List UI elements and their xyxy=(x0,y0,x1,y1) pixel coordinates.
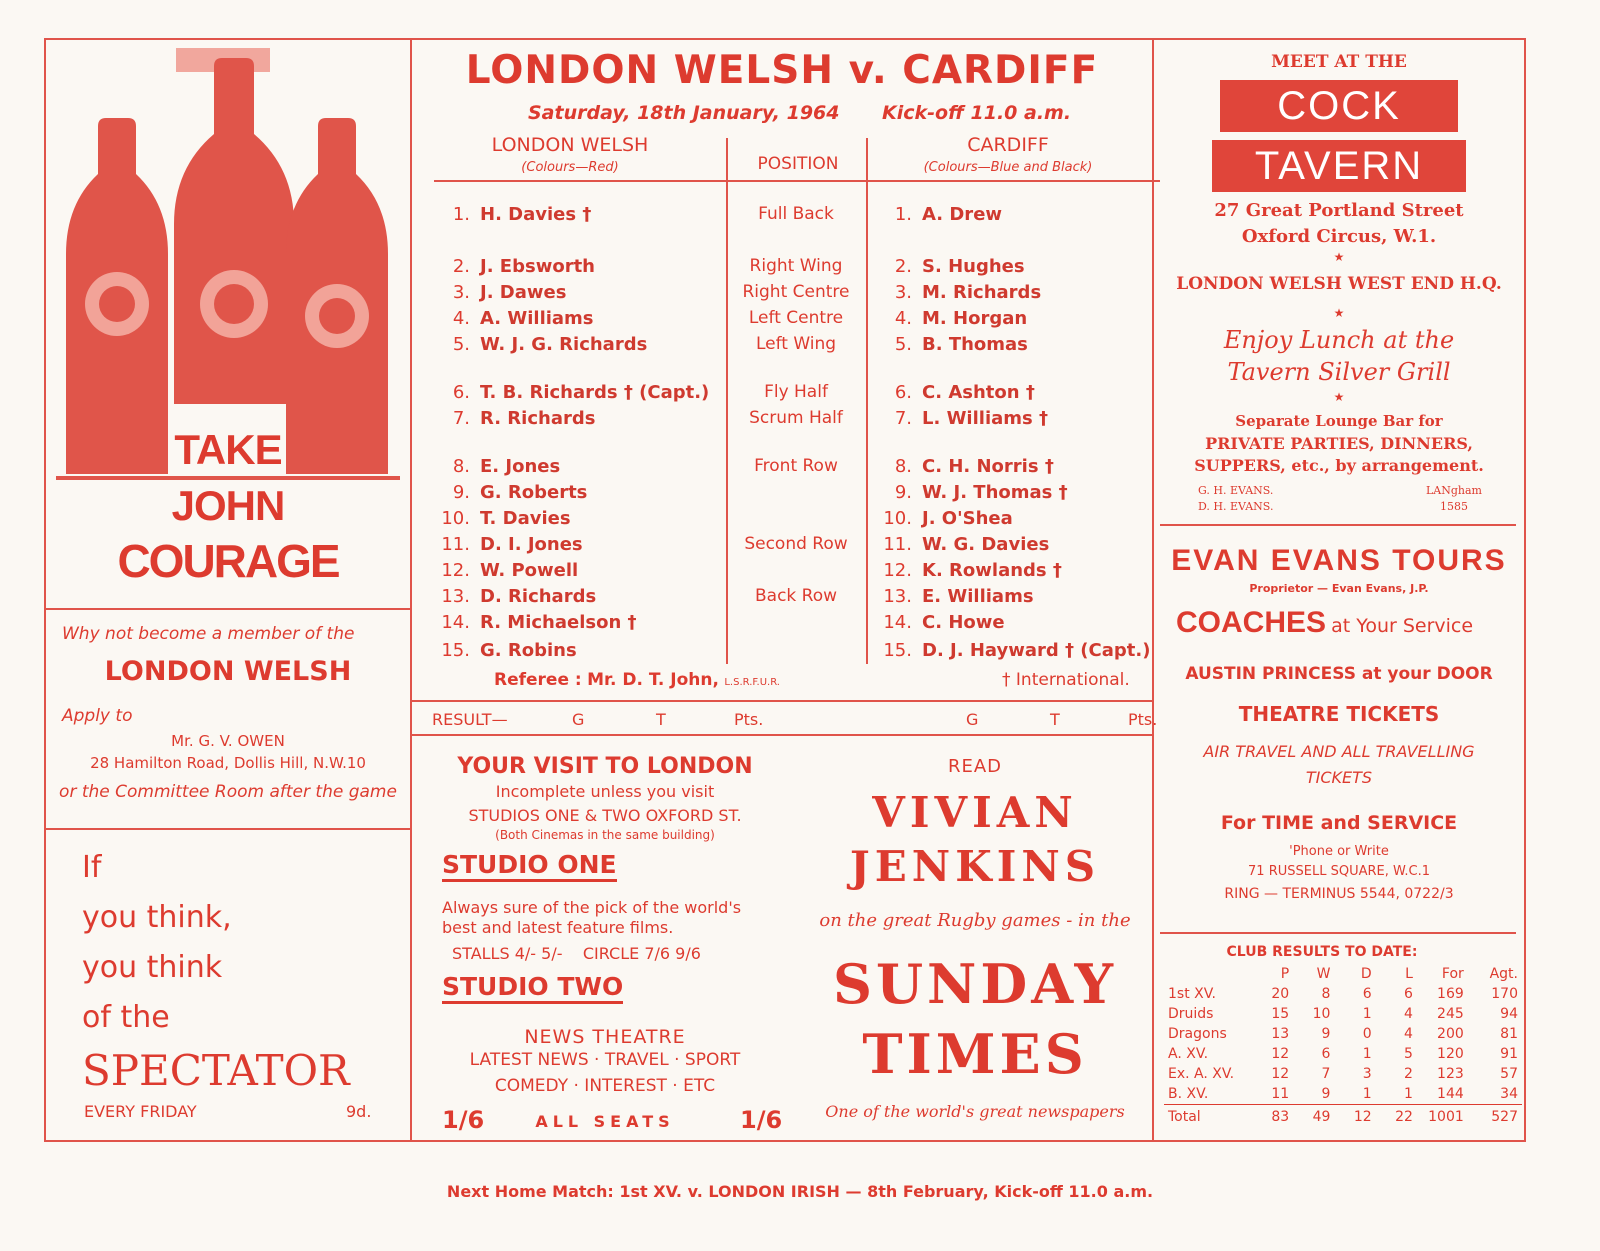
next-home-match: Next Home Match: 1st XV. v. LONDON IRISH — 8th February, Kick-off 11.0 a.m. xyxy=(446,1182,1154,1201)
results-value-cell: 49 xyxy=(1293,1105,1334,1128)
away-player-row xyxy=(878,534,1049,555)
home-player-row xyxy=(436,456,560,477)
position-label: Scrum Half xyxy=(749,408,843,428)
club-results-table xyxy=(1164,964,1522,1127)
away-player-row xyxy=(878,334,1028,355)
home-player-name: R. Richards xyxy=(480,408,596,429)
results-value-cell: 1 xyxy=(1362,1086,1372,1102)
home-player-number: 3. xyxy=(452,282,470,303)
results-value-cell: Agt. xyxy=(1489,966,1518,982)
away-player-row xyxy=(878,308,1027,329)
results-team-cell: A. XV. xyxy=(1168,1046,1209,1062)
home-player-name: H. Davies † xyxy=(480,204,592,225)
membership-address: 28 Hamilton Road, Dollis Hill, N.W.10 xyxy=(90,754,366,772)
position-label: Fly Half xyxy=(764,382,828,402)
position-label: Right Centre xyxy=(742,282,850,302)
studios-sub: Incomplete unless you visit xyxy=(495,782,715,801)
results-value-cell: 120 xyxy=(1437,1046,1464,1062)
away-player-number: 15. xyxy=(883,640,912,661)
results-value-cell: 9 xyxy=(1321,1026,1331,1042)
evan-tours-ad xyxy=(1156,530,1522,928)
home-player-name: E. Jones xyxy=(480,456,561,477)
match-date: Saturday, 18th January, 1964 xyxy=(528,102,840,124)
st-tagline: on the great Rugby games - in the xyxy=(819,910,1131,931)
studio-two-line-3: COMEDY · INTEREST · ETC xyxy=(494,1076,716,1096)
results-row xyxy=(1164,1064,1522,1084)
home-player-name: J. Ebsworth xyxy=(480,256,595,277)
results-value-cell: 83 xyxy=(1255,1105,1293,1128)
home-team-name: LONDON WELSH xyxy=(491,134,649,156)
studios-price-left: 1/6 xyxy=(442,1106,485,1134)
away-player-number: 6. xyxy=(894,382,912,403)
home-player-number: 4. xyxy=(452,308,470,329)
studios-note: (Both Cinemas in the same building) xyxy=(495,828,715,842)
away-player-row xyxy=(878,382,1035,403)
membership-alt: or the Committee Room after the game xyxy=(59,782,397,802)
home-player-row xyxy=(436,382,709,403)
et-coaches-tail: at Your Service xyxy=(1331,615,1474,637)
spectator-price: 9d. xyxy=(346,1102,372,1121)
membership-contact: Mr. G. V. OWEN xyxy=(171,732,285,750)
results-team-cell: Ex. A. XV. xyxy=(1168,1066,1235,1082)
home-player-row xyxy=(436,204,591,225)
result-away-pts: Pts. xyxy=(1128,710,1158,729)
home-player-number: 13. xyxy=(441,586,470,607)
results-value-cell: 4 xyxy=(1404,1026,1413,1042)
right-divider-2 xyxy=(1160,932,1516,934)
ct-hq: LONDON WELSH WEST END H.Q. xyxy=(1176,274,1502,294)
results-value-cell: 22 xyxy=(1376,1105,1417,1128)
studios-ad xyxy=(420,740,790,1136)
result-away-g: G xyxy=(966,710,979,729)
ct-proprietor-2: D. H. EVANS. xyxy=(1198,500,1274,513)
results-value-cell: 5 xyxy=(1404,1046,1413,1062)
ct-tavern-banner: TAVERN xyxy=(1212,140,1466,192)
et-air-1: AIR TRAVEL AND ALL TRAVELLING xyxy=(1203,742,1475,761)
position-label: Full Back xyxy=(758,204,834,224)
results-value-cell: 4 xyxy=(1404,1006,1413,1022)
away-player-name: A. Drew xyxy=(922,204,1003,225)
home-player-name: G. Robins xyxy=(480,640,577,661)
et-service: For TIME and SERVICE xyxy=(1220,812,1458,834)
club-results-title: CLUB RESULTS TO DATE: xyxy=(1226,944,1418,960)
away-player-name: S. Hughes xyxy=(922,256,1025,277)
frame-top xyxy=(44,38,1526,40)
membership-intro: Why not become a member of the xyxy=(62,624,355,644)
ct-suppers: SUPPERS, etc., by arrangement. xyxy=(1194,456,1484,475)
home-player-name: R. Michaelson † xyxy=(480,612,637,633)
home-player-name: W. J. G. Richards xyxy=(480,334,648,355)
away-player-name: C. Howe xyxy=(922,612,1005,633)
home-player-row xyxy=(436,586,596,607)
away-team-colours: (Colours—Blue and Black) xyxy=(923,160,1093,175)
away-player-row xyxy=(878,586,1034,607)
results-value-cell: 170 xyxy=(1491,986,1518,1002)
home-player-row xyxy=(436,408,595,429)
away-player-row xyxy=(878,640,1150,661)
ct-proprietor-1: G. H. EVANS. xyxy=(1198,484,1274,497)
results-value-cell: 245 xyxy=(1437,1006,1464,1022)
home-player-row xyxy=(436,640,577,661)
ct-meet: MEET AT THE xyxy=(1271,52,1407,72)
ct-star-1: ★ xyxy=(1333,250,1345,264)
away-player-name: K. Rowlands † xyxy=(922,560,1062,581)
st-jenkins: JENKINS xyxy=(849,842,1101,891)
match-kickoff: Kick-off 11.0 a.m. xyxy=(882,102,1072,124)
studios-title: YOUR VISIT TO LONDON xyxy=(457,754,753,779)
courage-john: JOHN xyxy=(171,482,285,529)
left-divider-1 xyxy=(44,608,410,610)
position-label: Second Row xyxy=(744,534,848,554)
home-player-row xyxy=(436,282,566,303)
away-player-name: M. Richards xyxy=(922,282,1042,303)
membership-club: LONDON WELSH xyxy=(104,656,352,687)
ct-phone-1: LANgham xyxy=(1426,484,1482,497)
studio-two-title: STUDIO TWO xyxy=(442,972,623,1004)
results-value-cell: 144 xyxy=(1437,1086,1464,1102)
results-value-cell: 11 xyxy=(1271,1086,1290,1102)
studio-one-title: STUDIO ONE xyxy=(442,850,617,882)
results-row xyxy=(1164,984,1522,1004)
results-value-cell: 2 xyxy=(1404,1066,1413,1082)
away-player-row xyxy=(878,456,1054,477)
divider-right xyxy=(1152,38,1154,1142)
home-player-number: 1. xyxy=(452,204,470,225)
home-team-colours: (Colours—Red) xyxy=(521,160,619,175)
results-value-cell: 1 xyxy=(1362,1046,1372,1062)
results-value-cell: 12 xyxy=(1334,1105,1375,1128)
ct-lunch-2: Tavern Silver Grill xyxy=(1227,358,1451,386)
home-player-row xyxy=(436,534,583,555)
results-value-cell: 34 xyxy=(1500,1086,1518,1102)
et-ring: RING — TERMINUS 5544, 0722/3 xyxy=(1224,886,1454,902)
cock-tavern-ad xyxy=(1156,44,1522,520)
results-value-cell: 6 xyxy=(1362,986,1372,1002)
home-player-name: W. Powell xyxy=(480,560,579,581)
membership-apply: Apply to xyxy=(62,706,133,726)
spectator-line-3: you think xyxy=(82,950,223,985)
away-team-name: CARDIFF xyxy=(967,134,1049,156)
ct-cock-banner: COCK xyxy=(1220,80,1458,132)
studio-two-line-2: LATEST NEWS · TRAVEL · SPORT xyxy=(469,1050,741,1070)
home-player-number: 15. xyxy=(441,640,470,661)
frame-bottom xyxy=(44,1140,1526,1142)
results-value-cell: 91 xyxy=(1500,1046,1518,1062)
away-player-name: W. G. Davies xyxy=(922,534,1050,555)
studio-one-desc-1: Always sure of the pick of the world's xyxy=(442,898,742,917)
home-player-number: 6. xyxy=(452,382,470,403)
home-player-number: 2. xyxy=(452,256,470,277)
st-times: TIMES xyxy=(862,1022,1088,1086)
away-player-name: C. Ashton † xyxy=(922,382,1035,403)
home-player-row xyxy=(436,482,587,503)
studio-one-desc-2: best and latest feature films. xyxy=(442,918,674,937)
results-row xyxy=(1164,1004,1522,1024)
results-team-cell: Total xyxy=(1164,1105,1255,1128)
et-coaches-line xyxy=(1176,606,1473,640)
results-value-cell: 8 xyxy=(1321,986,1331,1002)
home-player-name: T. Davies xyxy=(480,508,571,529)
results-value-cell: 527 xyxy=(1468,1105,1522,1128)
spectator-line-4: of the xyxy=(82,1000,170,1035)
results-value-cell: 6 xyxy=(1404,986,1413,1002)
results-header-row xyxy=(1164,964,1522,984)
results-value-cell: W xyxy=(1316,966,1331,982)
home-player-name: D. I. Jones xyxy=(480,534,583,555)
match-title: LONDON WELSH v. CARDIFF xyxy=(465,48,1099,93)
spectator-line-1: If xyxy=(82,850,102,885)
away-player-name: E. Williams xyxy=(922,586,1034,607)
sunday-times-ad xyxy=(800,740,1150,1136)
et-title: EVAN EVANS TOURS xyxy=(1171,544,1507,577)
home-player-name: J. Dawes xyxy=(480,282,567,303)
results-value-cell: 20 xyxy=(1271,986,1290,1002)
results-value-cell: 10 xyxy=(1312,1006,1331,1022)
results-value-cell: 6 xyxy=(1321,1046,1331,1062)
results-value-cell: 12 xyxy=(1271,1066,1290,1082)
results-row xyxy=(1164,1084,1522,1105)
away-player-number: 2. xyxy=(894,256,912,277)
home-player-number: 5. xyxy=(452,334,470,355)
home-player-number: 12. xyxy=(441,560,470,581)
studios-price-right: 1/6 xyxy=(740,1106,783,1134)
result-label: RESULT— xyxy=(432,710,508,729)
position-header: POSITION xyxy=(757,154,839,174)
away-player-number: 12. xyxy=(883,560,912,581)
away-player-row xyxy=(878,482,1068,503)
results-row xyxy=(1164,1044,1522,1064)
spectator-every: EVERY FRIDAY xyxy=(84,1102,197,1121)
result-rule-top xyxy=(412,700,1154,702)
away-player-row xyxy=(878,560,1062,581)
results-team-cell: 1st XV. xyxy=(1168,986,1216,1002)
home-player-number: 14. xyxy=(441,612,470,633)
results-value-cell: 1001 xyxy=(1417,1105,1468,1128)
away-player-row xyxy=(878,204,1002,225)
studios-name: STUDIOS ONE & TWO OXFORD ST. xyxy=(468,806,742,825)
international-note: † International. xyxy=(1002,670,1130,690)
et-coaches: COACHES xyxy=(1176,606,1327,639)
frame-right xyxy=(1524,38,1526,1142)
courage-take: TAKE xyxy=(174,426,282,473)
home-player-name: A. Williams xyxy=(480,308,594,329)
results-value-cell: 1 xyxy=(1404,1086,1413,1102)
studio-one-prices: STALLS 4/- 5/- CIRCLE 7/6 9/6 xyxy=(452,944,701,963)
st-vivian: VIVIAN xyxy=(872,788,1078,837)
away-player-name: W. J. Thomas † xyxy=(922,482,1068,503)
st-sunday: SUNDAY xyxy=(832,952,1118,1016)
away-player-number: 5. xyxy=(894,334,912,355)
away-player-row xyxy=(878,408,1048,429)
home-player-name: G. Roberts xyxy=(480,482,588,503)
results-team-cell: Dragons xyxy=(1168,1026,1227,1042)
home-player-number: 7. xyxy=(452,408,470,429)
results-team-cell xyxy=(1164,964,1255,984)
home-player-name: T. B. Richards † (Capt.) xyxy=(480,382,710,403)
courage-courage: COURAGE xyxy=(117,535,339,587)
studios-all-seats: ALL SEATS xyxy=(535,1112,675,1131)
results-value-cell: 94 xyxy=(1500,1006,1518,1022)
position-label: Left Centre xyxy=(748,308,844,328)
spectator-ad xyxy=(48,834,408,1134)
away-player-number: 14. xyxy=(883,612,912,633)
home-player-row xyxy=(436,508,571,529)
referee-society: L.S.R.F.U.R. xyxy=(724,677,780,688)
home-player-name: D. Richards xyxy=(480,586,597,607)
position-label: Right Wing xyxy=(749,256,843,276)
away-player-row xyxy=(878,256,1025,277)
right-divider-1 xyxy=(1160,524,1516,526)
results-row xyxy=(1164,1024,1522,1044)
results-value-cell: 3 xyxy=(1362,1066,1372,1082)
membership-panel xyxy=(48,614,408,824)
away-player-number: 11. xyxy=(883,534,912,555)
ct-lounge: Separate Lounge Bar for xyxy=(1235,412,1443,430)
away-player-name: M. Horgan xyxy=(922,308,1028,329)
away-player-name: B. Thomas xyxy=(922,334,1028,355)
results-value-cell: 13 xyxy=(1271,1026,1290,1042)
results-value-cell: 200 xyxy=(1437,1026,1464,1042)
et-austin: AUSTIN PRINCESS at your DOOR xyxy=(1185,664,1493,684)
result-rule-bottom xyxy=(412,734,1154,736)
spectator-line-2: you think, xyxy=(82,900,232,935)
results-value-cell: 15 xyxy=(1271,1006,1290,1022)
home-player-row xyxy=(436,612,637,633)
results-value-cell: 12 xyxy=(1271,1046,1290,1062)
away-player-number: 1. xyxy=(894,204,912,225)
away-player-number: 8. xyxy=(894,456,912,477)
et-air-2: TICKETS xyxy=(1305,768,1373,787)
results-team-cell: B. XV. xyxy=(1168,1086,1209,1102)
st-read: READ xyxy=(947,756,1003,777)
position-label: Front Row xyxy=(754,456,838,476)
results-value-cell: For xyxy=(1441,966,1464,982)
position-label: Back Row xyxy=(754,586,838,606)
referee-name: Mr. D. T. John, xyxy=(587,670,719,690)
results-value-cell: 7 xyxy=(1321,1066,1331,1082)
results-value-cell: L xyxy=(1405,966,1413,982)
results-value-cell: 0 xyxy=(1362,1026,1372,1042)
home-player-number: 9. xyxy=(452,482,470,503)
result-home-t: T xyxy=(656,710,666,729)
away-player-row xyxy=(878,612,1005,633)
away-player-number: 3. xyxy=(894,282,912,303)
ct-phone-2: 1585 xyxy=(1440,500,1468,513)
et-phone: 'Phone or Write xyxy=(1289,844,1389,859)
result-home-pts: Pts. xyxy=(734,710,764,729)
away-player-name: J. O'Shea xyxy=(922,508,1013,529)
ct-address-1: 27 Great Portland Street xyxy=(1214,200,1464,221)
results-value-cell: 9 xyxy=(1321,1086,1331,1102)
result-home-g: G xyxy=(572,710,585,729)
home-player-number: 8. xyxy=(452,456,470,477)
referee-line xyxy=(494,670,780,690)
et-theatre: THEATRE TICKETS xyxy=(1238,702,1440,726)
results-value-cell: P xyxy=(1280,966,1290,982)
result-away-t: T xyxy=(1050,710,1060,729)
ct-parties: PRIVATE PARTIES, DINNERS, xyxy=(1205,434,1473,453)
courage-ad xyxy=(48,44,408,604)
position-col-right xyxy=(866,138,868,664)
away-player-row xyxy=(878,282,1041,303)
spectator-title: SPECTATOR xyxy=(82,1046,350,1095)
home-player-row xyxy=(436,334,647,355)
studio-two-line-1: NEWS THEATRE xyxy=(524,1026,686,1048)
ct-lunch-1: Enjoy Lunch at the xyxy=(1223,326,1455,354)
et-address: 71 RUSSELL SQUARE, W.C.1 xyxy=(1248,864,1430,879)
away-player-number: 7. xyxy=(894,408,912,429)
ct-address-2: Oxford Circus, W.1. xyxy=(1241,226,1437,247)
results-value-cell: 123 xyxy=(1437,1066,1464,1082)
away-player-number: 10. xyxy=(883,508,912,529)
away-player-number: 9. xyxy=(894,482,912,503)
ct-star-3: ★ xyxy=(1333,390,1345,404)
results-value-cell: 57 xyxy=(1500,1066,1518,1082)
home-player-row xyxy=(436,308,594,329)
position-label: Left Wing xyxy=(755,334,837,354)
teamsheet-header-rule xyxy=(434,180,1160,182)
results-team-cell: Druids xyxy=(1168,1006,1214,1022)
away-player-name: C. H. Norris † xyxy=(922,456,1054,477)
away-player-name: L. Williams † xyxy=(922,408,1048,429)
results-row xyxy=(1164,1105,1522,1128)
frame-left xyxy=(44,38,46,1142)
results-value-cell: 1 xyxy=(1362,1006,1372,1022)
results-value-cell: D xyxy=(1360,966,1372,982)
results-value-cell: 169 xyxy=(1437,986,1464,1002)
ct-star-2: ★ xyxy=(1333,306,1345,320)
away-player-number: 13. xyxy=(883,586,912,607)
referee-label: Referee : xyxy=(494,670,582,690)
et-proprietor: Proprietor — Evan Evans, J.P. xyxy=(1249,582,1429,595)
away-player-name: D. J. Hayward † (Capt.) xyxy=(922,640,1151,661)
away-player-number: 4. xyxy=(894,308,912,329)
club-results xyxy=(1162,938,1522,1136)
home-player-number: 11. xyxy=(441,534,470,555)
home-player-row xyxy=(436,560,578,581)
home-player-row xyxy=(436,256,595,277)
divider-left xyxy=(410,38,412,1142)
away-player-row xyxy=(878,508,1013,529)
left-divider-2 xyxy=(44,828,410,830)
home-player-number: 10. xyxy=(441,508,470,529)
results-value-cell: 81 xyxy=(1500,1026,1518,1042)
st-footline: One of the world's great newspapers xyxy=(825,1102,1125,1121)
